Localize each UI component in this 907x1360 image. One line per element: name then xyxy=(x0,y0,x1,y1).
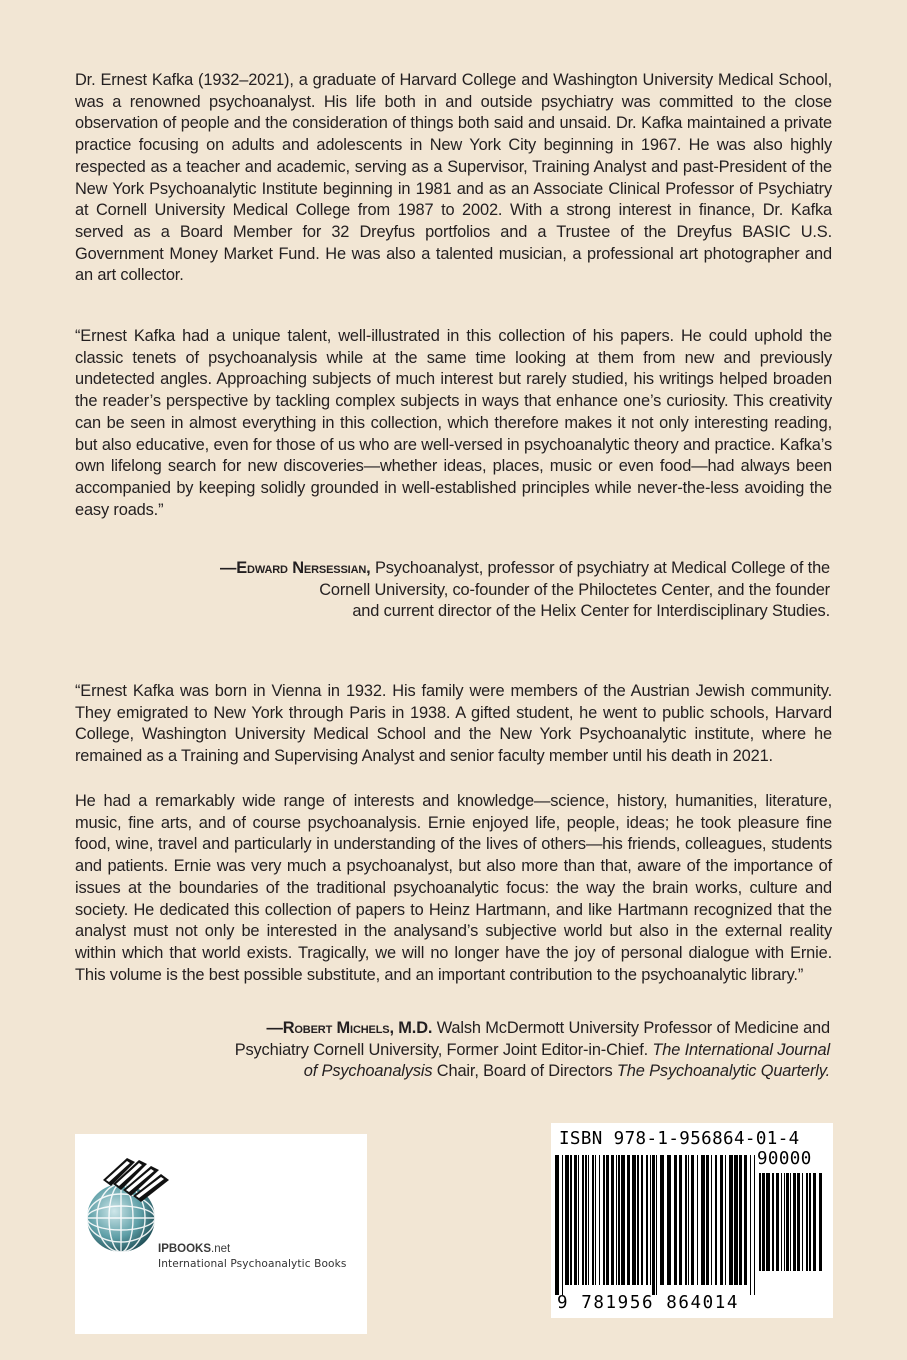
barcode-bar xyxy=(790,1173,791,1271)
price-code: 90000 xyxy=(757,1149,812,1169)
barcode-bar xyxy=(762,1173,765,1271)
barcode-bar xyxy=(729,1155,733,1285)
barcode-bar xyxy=(754,1155,755,1295)
endorsement-michels-para1: “Ernest Kafka was born in Vienna in 1932. His family were members of the Austrian Jewish community. They emigrated to New York through Paris in 1938. A gifted student, he went to public schools, Harvard College, Washington University Medical School and the New York Psychoanalytic institute, where he remained as a Training and Supervising Analyst and senior faculty member until his death in 2021. xyxy=(75,682,832,766)
barcode-bar xyxy=(739,1155,742,1285)
publisher-logo xyxy=(75,1134,367,1334)
barcode-bar xyxy=(646,1155,648,1285)
publisher-tagline: International Psychoanalytic Books xyxy=(158,1258,347,1270)
barcode-bar xyxy=(725,1155,726,1285)
barcode-bar xyxy=(691,1155,694,1285)
author-name: —Robert Michels, M.D. xyxy=(266,1019,433,1037)
barcode-bar xyxy=(599,1155,600,1285)
barcode-bar xyxy=(627,1155,630,1285)
barcode-bar xyxy=(819,1173,822,1271)
barcode-bar xyxy=(802,1173,803,1271)
attribution-nersessian: —Edward Nersessian, Psychoanalyst, professor of psychiatry at Medical College of the Cornell University, co-founder of the Philoctetes Center, and the founder and current director of the Helix Center for Interdisciplinary Studies. xyxy=(220,559,830,621)
barcode-bar xyxy=(606,1155,609,1285)
barcode-bar xyxy=(570,1155,572,1285)
barcode-bar xyxy=(618,1155,620,1285)
author-name: —Edward Nersessian, xyxy=(220,559,371,577)
barcode-bar xyxy=(711,1155,712,1285)
barcode-bar xyxy=(720,1155,723,1285)
barcode-bar xyxy=(784,1173,785,1271)
barcode-bar xyxy=(750,1155,751,1295)
barcode-bar xyxy=(592,1155,594,1285)
barcode-bar xyxy=(809,1173,811,1271)
barcode-bar xyxy=(793,1173,796,1271)
barcode-bar xyxy=(797,1173,800,1271)
barcode-bar xyxy=(632,1155,636,1285)
barcode-bar xyxy=(585,1155,587,1285)
barcode-bar xyxy=(562,1155,563,1295)
barcode-bar xyxy=(603,1155,605,1285)
barcode-bar xyxy=(744,1155,747,1285)
barcode-bar xyxy=(637,1155,639,1285)
barcode-bar xyxy=(734,1155,738,1285)
attribution-michels: —Robert Michels, M.D. Walsh McDermott University Professor of Medicine and Psychiatry Cornell University, Former Joint Editor-in-Chief. The International Journal of Psychoanalysis Chair, Board of Directors The Psychoanalytic Quarterly. xyxy=(234,1019,830,1081)
barcode-bar xyxy=(776,1173,779,1271)
barcode-bar xyxy=(555,1155,559,1295)
author-bio: Dr. Ernest Kafka (1932–2021), a graduate of Harvard College and Washington University Medical School, was a renowned psychoanalyst. His life both in and outside psychiatry was committed to the close observation of people and the consideration of things both said and unsaid. Dr. Kafka maintained a private practice focusing on adults and adolescents in New York City beginning in 1967. He was also highly respected as a teacher and academic, serving as a Supervisor, Training Analyst and past-President of the New York Psychoanalytic Institute beginning in 1981 and as an Associate Clinical Professor of Psychiatry at Cornell University Medical College from 1987 to 2002. With a strong interest in finance, Dr. Kafka served as a Board Member for 32 Dreyfus portfolios and a Trustee of the Dreyfus BASIC U.S. Government Money Market Fund. He was also a talented musician, a professional art photographer and an art collector. xyxy=(75,71,832,285)
barcode-bar xyxy=(701,1155,705,1285)
ean-digits: 9 781956 864014 xyxy=(557,1293,740,1313)
barcode-bar xyxy=(766,1173,770,1271)
barcode-bar xyxy=(588,1155,589,1285)
barcode-bar xyxy=(616,1155,617,1285)
barcode-bar xyxy=(611,1155,614,1285)
barcode-bar xyxy=(650,1155,651,1285)
barcode-bar xyxy=(688,1155,689,1285)
barcode-bar xyxy=(806,1173,808,1271)
barcode-bar xyxy=(656,1155,657,1295)
barcode-bar xyxy=(759,1173,761,1271)
barcode-bar xyxy=(565,1155,569,1285)
barcode-bar xyxy=(667,1155,671,1285)
barcode-bar xyxy=(715,1155,717,1285)
barcode-bar xyxy=(674,1155,677,1285)
publisher-brand: IPBOOKS.net xyxy=(158,1243,231,1255)
barcode-bar xyxy=(652,1155,655,1295)
barcode-bar xyxy=(685,1155,687,1285)
endorsement-nersessian: “Ernest Kafka had a unique talent, well-illustrated in this collection of his papers. He could uphold the classic tenets of psychoanalysis while at the same time looking at them from new and previously undetected angles. Approaching subjects of much interest but rarely studied, his writings helped broaden the reader’s perspective by tackling complex subjects in ways that enhance one’s curiosity. This creativity can be seen in almost everything in this collection, which therefore makes it not only interesting reading, but also educative, even for those of us who are well-versed in psychoanalytic theory and practice. Kafka’s own lifelong search for new discoveries—whether ideas, places, music or even food—had always been accompanied by keeping solidly grounded in well-established principles while never-the-less avoiding the easy roads.” xyxy=(75,327,832,519)
barcode-bar xyxy=(781,1173,782,1271)
barcode-bar xyxy=(641,1155,643,1285)
barcode-bar xyxy=(595,1155,596,1285)
barcode-bar xyxy=(582,1155,584,1285)
barcode-bar xyxy=(660,1155,664,1285)
addon-barcode-bars xyxy=(759,1173,825,1281)
barcode-bar xyxy=(621,1155,625,1285)
isbn-number: ISBN 978-1-956864-01-4 xyxy=(559,1129,800,1149)
barcode-bar xyxy=(706,1155,709,1285)
barcode-bar xyxy=(813,1173,816,1271)
barcode-bar xyxy=(786,1173,789,1271)
barcode-bar xyxy=(772,1173,774,1271)
barcode-bar xyxy=(574,1155,577,1285)
isbn-barcode xyxy=(551,1123,833,1318)
barcode-bar xyxy=(578,1155,579,1285)
barcode-bars xyxy=(555,1155,755,1295)
barcode-bar xyxy=(697,1155,698,1285)
barcode-bar xyxy=(679,1155,682,1285)
endorsement-michels-para2: He had a remarkably wide range of interests and knowledge—science, history, humanities, literature, music, fine arts, and of course psychoanalysis. Ernie enjoyed life, people, ideas; he took pleasure fine food, wine, travel and particularly in understanding of the lives of others—his friends, colleagues, students and patients. Ernie was very much a psychoanalyst, but also more than that, aware of the importance of issues at the boundaries of the traditional psychoanalytic focus: the way the brain works, culture and society. He dedicated this collection of papers to Heinz Hartmann, and like Hartmann recognized that the analyst must not only be interested in the analysand’s subjective world but also in the external reality within which that world exists. Tragically, we will no longer have the joy of personal dialogue with Ernie. This volume is the best possible substitute, and an important contribution to the psychoanalytic library.” xyxy=(75,792,832,984)
